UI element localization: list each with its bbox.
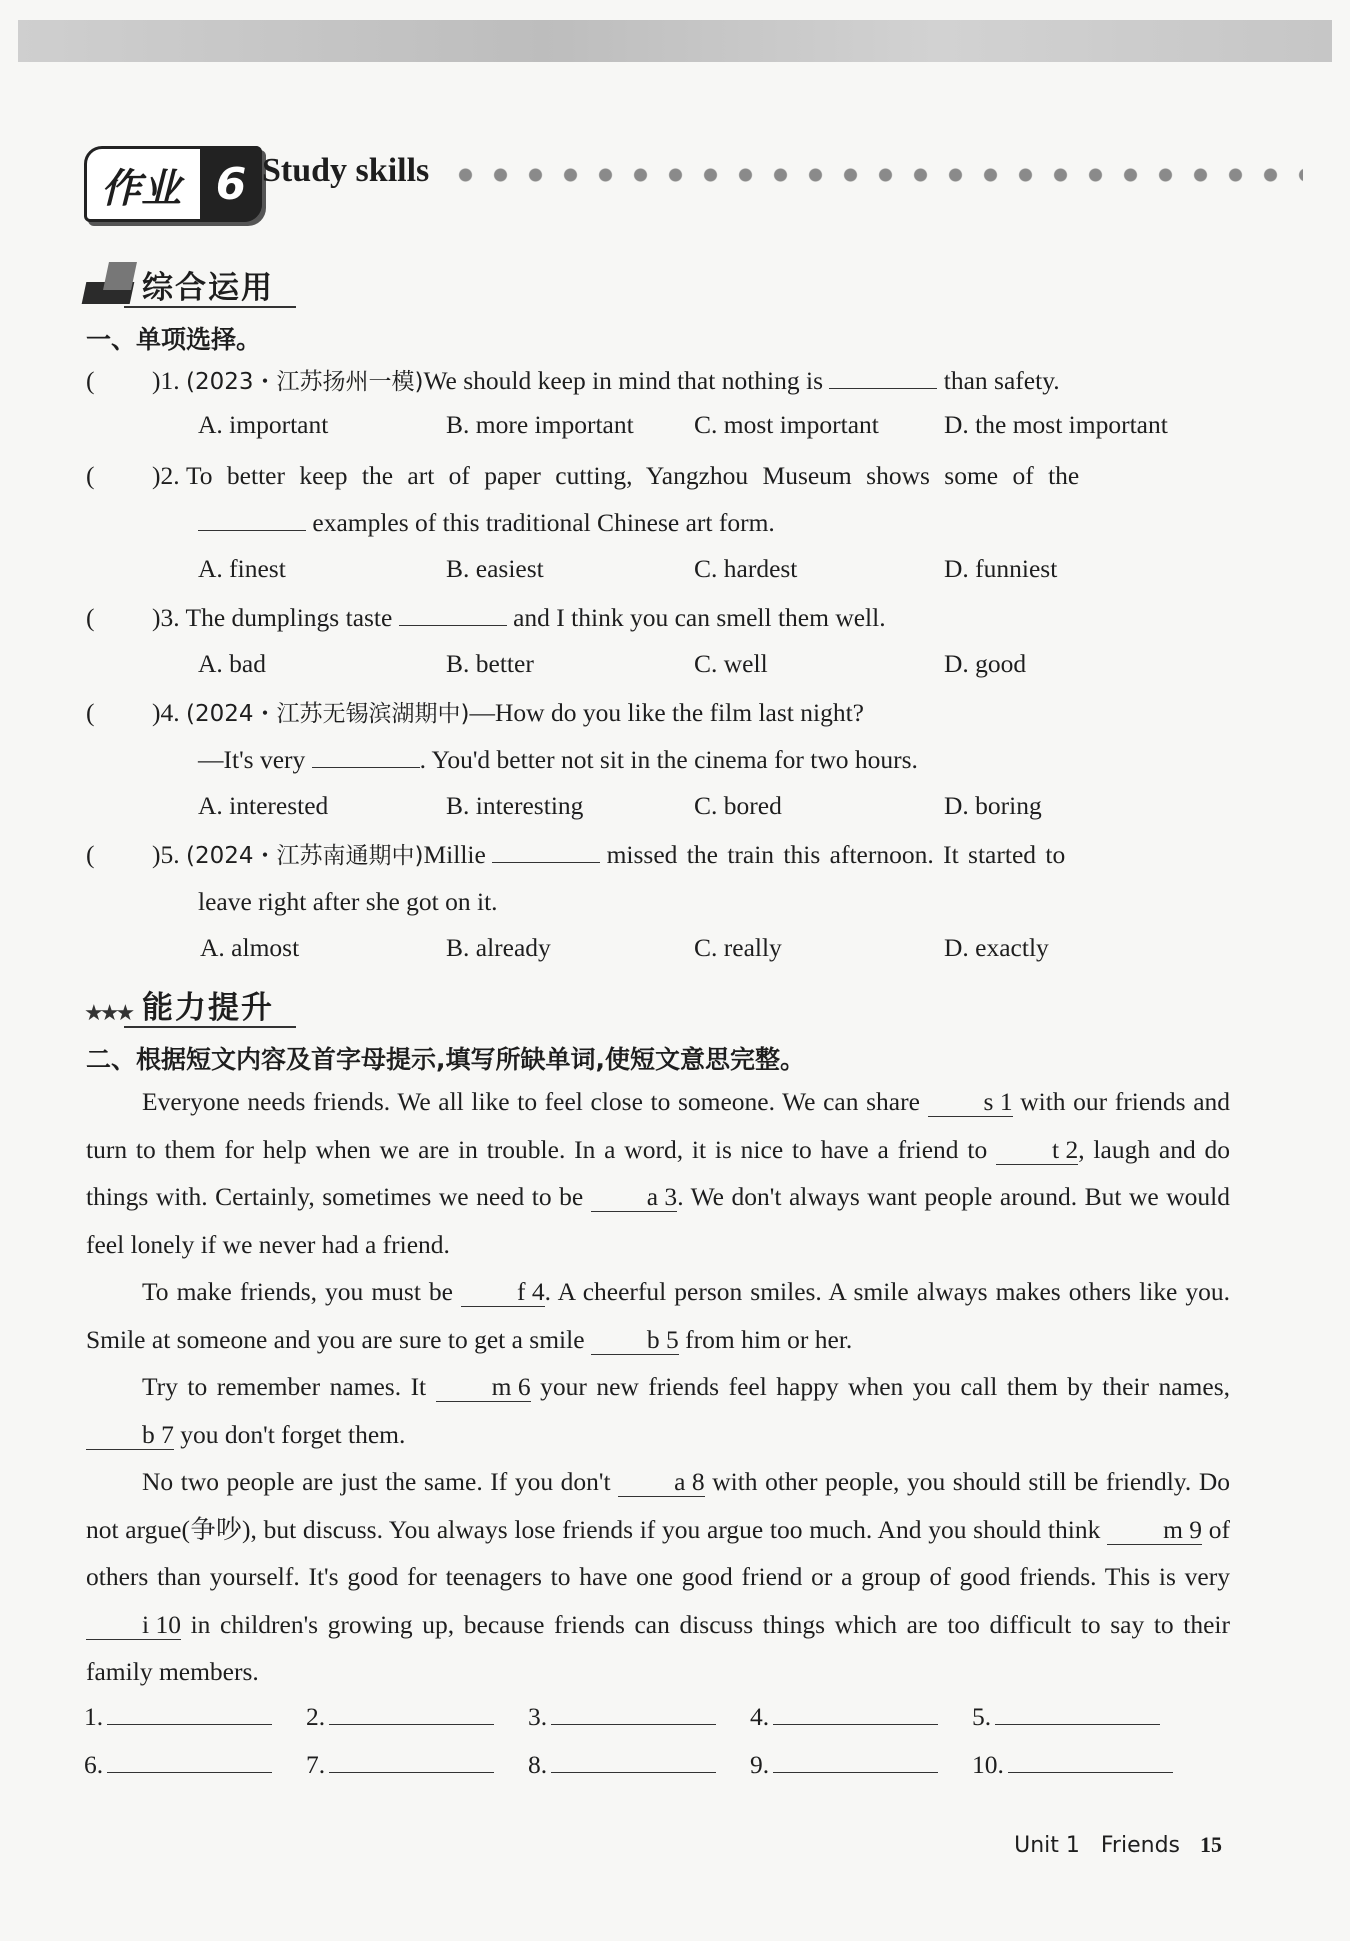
answer-label: 2. [306, 1702, 326, 1731]
section-heading-text: 综合运用 [142, 270, 274, 306]
passage-blank: b 7 [86, 1421, 174, 1450]
answer-label: 9. [750, 1750, 770, 1779]
option: D. boring [944, 791, 1042, 820]
passage-paragraph-3 [86, 1363, 1230, 1458]
question-number: )5. [152, 840, 186, 869]
answer-line-9[interactable] [750, 1748, 938, 1780]
passage-text: with other people, you should still be friendly. Do not argue(争吵), but discuss. You always lose friends if you argue too much. And you should think [86, 1467, 1231, 1544]
section-underline [124, 1026, 296, 1028]
option: C. bored [694, 791, 782, 820]
question-number: )1. [152, 366, 186, 395]
section-underline [124, 306, 296, 308]
answer-paren: ( [86, 840, 95, 869]
question-source: (2024・江苏无锡滨湖期中) [186, 701, 470, 727]
blank [198, 505, 306, 532]
answer-line-3[interactable] [528, 1700, 716, 1732]
option: D. good [944, 649, 1027, 678]
question-text: Millie [423, 840, 486, 869]
answer-paren: ( [86, 603, 95, 632]
passage-text: Everyone needs friends. We all like to feel close to someone. We can share [142, 1087, 920, 1116]
question-text: leave right after she got on it. [198, 887, 498, 916]
passage-text: with our friends and turn to them for help when we are in trouble. In a word, it is nice to have a friend to [86, 1087, 1231, 1164]
option: A. almost [200, 933, 300, 962]
question-3 [86, 594, 1230, 641]
section-heading-2 [84, 982, 296, 1028]
page-number: 15 [1200, 1832, 1222, 1857]
answer-line-10[interactable] [972, 1748, 1173, 1780]
option: C. most important [694, 410, 879, 439]
answer-field[interactable] [773, 1748, 938, 1773]
answer-field[interactable] [329, 1700, 494, 1725]
question-source: (2024・江苏南通期中) [186, 843, 424, 869]
page-title: Study skills [262, 152, 430, 189]
answer-label: 3. [528, 1702, 548, 1731]
passage-blank: a 3 [591, 1183, 677, 1212]
section-heading-text: 能力提升 [142, 990, 274, 1026]
question-text-end: and I think you can smell them well. [513, 603, 886, 632]
option: A. interested [198, 791, 329, 820]
passage-blank: a 8 [618, 1468, 704, 1497]
answer-label: 1. [84, 1702, 104, 1731]
question-text: We should keep in mind that nothing is [423, 366, 824, 395]
badge-label: 作业 [101, 166, 181, 212]
answer-field[interactable] [329, 1748, 494, 1773]
question-text: The dumplings taste [185, 603, 393, 632]
answer-label: 10. [972, 1750, 1004, 1779]
option: C. well [694, 649, 768, 678]
question-text-end: than safety. [943, 366, 1060, 395]
option: C. really [694, 933, 782, 962]
answer-field[interactable] [773, 1700, 938, 1725]
answer-line-5[interactable] [972, 1700, 1160, 1732]
passage-text: To make friends, you must be [142, 1277, 454, 1306]
question-number: )4. [152, 698, 186, 727]
page-footer [1014, 1832, 1222, 1858]
passage-blank: f 4 [461, 1278, 545, 1307]
footer-unit: Unit 1 [1014, 1833, 1080, 1858]
passage-paragraph-1 [86, 1078, 1230, 1268]
passage-blank: t 2 [996, 1136, 1078, 1165]
question-4 [86, 689, 1230, 736]
passage-blank: s 1 [928, 1088, 1013, 1117]
option: B. interesting [446, 791, 584, 820]
blank [312, 742, 420, 769]
passage-blank: m 9 [1107, 1516, 1202, 1545]
option: C. hardest [694, 554, 798, 583]
passage-paragraph-4 [86, 1458, 1230, 1696]
question-number: )2. [152, 461, 186, 490]
blank [829, 363, 937, 390]
passage-text: . We don't always want people around. But we would feel lonely if we never had a friend. [86, 1182, 1230, 1259]
footer-topic: Friends [1100, 1833, 1180, 1858]
option: A. important [198, 410, 329, 439]
dot-divider [448, 168, 1303, 182]
answer-field[interactable] [107, 1748, 272, 1773]
blank [399, 600, 507, 627]
answer-line-1[interactable] [84, 1700, 272, 1732]
answer-label: 7. [306, 1750, 326, 1779]
option: D. the most important [944, 410, 1168, 439]
option: B. more important [446, 410, 634, 439]
section-heading-1 [84, 262, 296, 308]
answer-line-8[interactable] [528, 1748, 716, 1780]
answer-field[interactable] [551, 1748, 716, 1773]
question-2-cont [86, 499, 1230, 546]
passage-text: Try to remember names. It [142, 1372, 427, 1401]
question-text-end: . You'd better not sit in the cinema for two hours. [419, 745, 918, 774]
question-text: —It's very [198, 745, 306, 774]
question-text: To better keep the art of paper cutting, Yangzhou Museum shows some of the [186, 461, 1080, 490]
answer-line-2[interactable] [306, 1700, 494, 1732]
question-source: (2023・江苏扬州一模) [186, 369, 424, 395]
instruction-2: 二、根据短文内容及首字母提示,填写所缺单词,使短文意思完整。 [86, 1045, 805, 1074]
passage-paragraph-2 [86, 1268, 1230, 1363]
answer-label: 4. [750, 1702, 770, 1731]
answer-paren: ( [86, 461, 95, 490]
top-band [18, 20, 1332, 62]
answer-field[interactable] [551, 1700, 716, 1725]
blank [492, 837, 600, 864]
answer-label: 8. [528, 1750, 548, 1779]
homework-badge [84, 146, 262, 222]
option: A. finest [198, 554, 286, 583]
answer-line-4[interactable] [750, 1700, 938, 1732]
badge-number: 6 [200, 146, 262, 222]
question-text-end: missed the train this afternoon. It started to [606, 840, 1066, 869]
passage-text: from him or her. [685, 1324, 853, 1354]
question-number: )3. [152, 603, 186, 632]
passage-blank: b 5 [591, 1326, 679, 1355]
answer-label: 5. [972, 1702, 992, 1731]
answer-field[interactable] [1008, 1748, 1173, 1773]
answer-field[interactable] [107, 1700, 272, 1725]
answer-label: 6. [84, 1750, 104, 1779]
passage-text: you don't forget them. [180, 1419, 406, 1449]
question-5 [86, 831, 1230, 878]
option: D. funniest [944, 554, 1058, 583]
option: B. better [446, 649, 534, 678]
passage-text: in children's growing up, because friends can discuss things which are too difficult to say to their family members. [86, 1609, 1231, 1686]
option: B. already [446, 933, 551, 962]
option: D. exactly [944, 933, 1049, 962]
passage-text: of others than yourself. It's good for teenagers to have one good friend or a group of good friends. This is very [86, 1514, 1231, 1591]
section-mark-icon-2 [103, 262, 137, 290]
answer-paren: ( [86, 366, 95, 395]
passage-text: , laugh and do things with. Certainly, sometimes we need to be [86, 1134, 1230, 1211]
passage-text: your new friends feel happy when you call them by their names, [540, 1372, 1231, 1401]
passage-blank: i 10 [86, 1611, 181, 1640]
question-4-cont [86, 736, 1230, 783]
answer-line-7[interactable] [306, 1748, 494, 1780]
question-text-end: examples of this traditional Chinese art form. [312, 508, 775, 537]
answer-line-6[interactable] [84, 1748, 272, 1780]
answer-field[interactable] [995, 1700, 1160, 1725]
passage-blank: m 6 [436, 1373, 531, 1402]
answer-paren: ( [86, 698, 95, 727]
star-icon: ★★★ [84, 1000, 132, 1025]
passage-text: . A cheerful person smiles. A smile always makes others like you. Smile at someone and you are sure to get a smile [86, 1277, 1230, 1354]
instruction-1: 一、单项选择。 [86, 325, 262, 354]
passage-text: No two people are just the same. If you don't [142, 1467, 611, 1496]
question-5-cont [86, 878, 1230, 925]
option: A. bad [198, 649, 266, 678]
question-text: —How do you like the film last night? [469, 698, 864, 727]
option: B. easiest [446, 554, 544, 583]
